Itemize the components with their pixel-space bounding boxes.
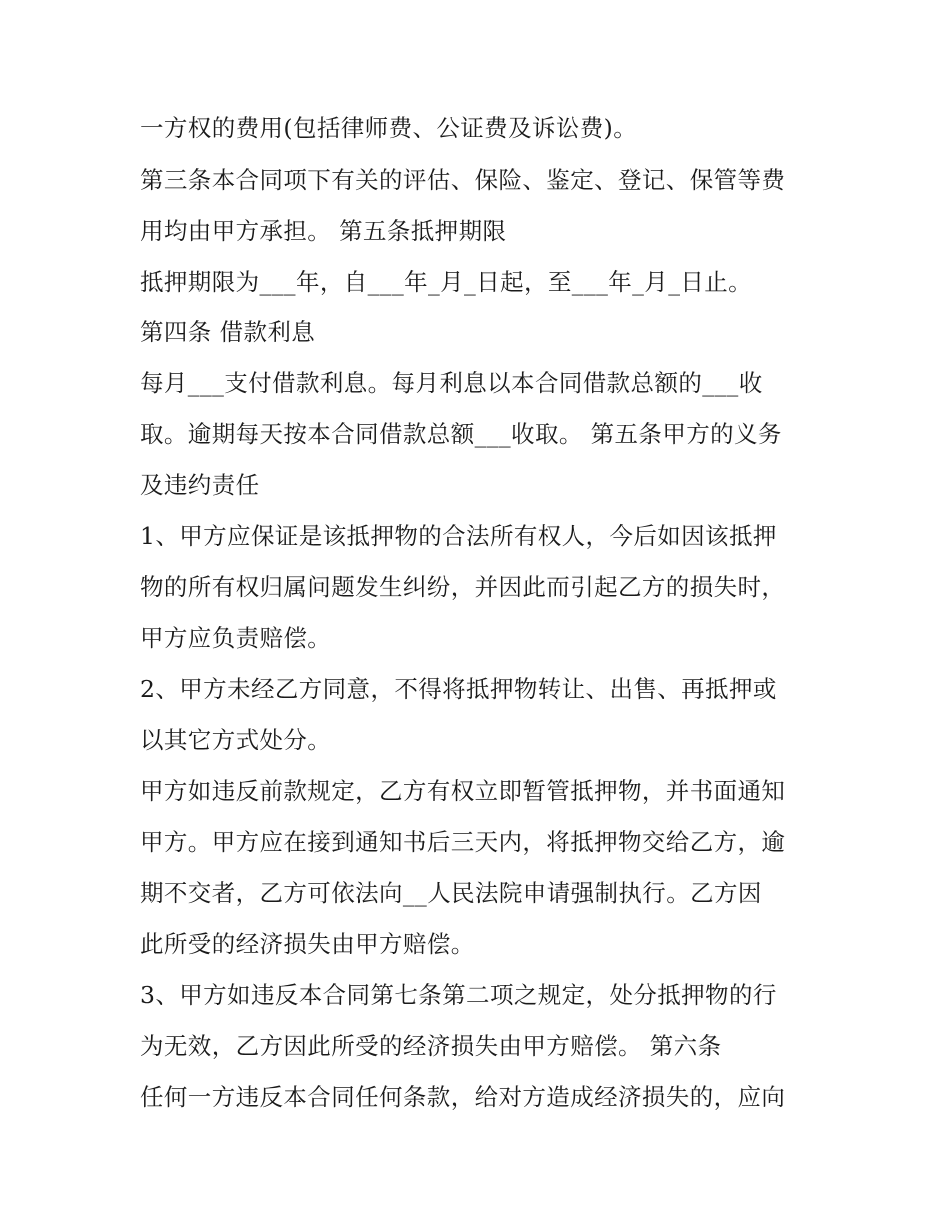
text-line: 抵押期限为___年，自___年_月_日起，至___年_月_日止。 xyxy=(140,268,753,296)
text-line: 以其它方式处分。 xyxy=(140,726,332,754)
text-line: 2、甲方未经乙方同意，不得将抵押物转让、出售、再抵押或 xyxy=(140,675,777,703)
text-line: 一方权的费用(包括律师费、公证费及诉讼费)。 xyxy=(140,114,638,142)
text-line: 用均由甲方承担。 第五条抵押期限 xyxy=(140,217,507,245)
text-line: 3、甲方如违反本合同第七条第二项之规定，处分抵押物的行 xyxy=(140,981,777,1009)
text-line: 取。逾期每天按本合同借款总额___收取。 第五条甲方的义务 xyxy=(140,420,782,448)
section-heading: 第四条 借款利息 xyxy=(140,318,316,346)
text-line: 第三条本合同项下有关的评估、保险、鉴定、登记、保管等费 xyxy=(140,166,786,194)
text-line: 期不交者，乙方可依法向__人民法院申请强制执行。乙方因 xyxy=(140,879,762,907)
text-line: 物的所有权归属问题发生纠纷，并因此而引起乙方的损失时， xyxy=(140,573,786,601)
text-line: 每月___支付借款利息。每月利息以本合同借款总额的___收 xyxy=(140,369,763,397)
text-line: 此所受的经济损失由甲方赔偿。 xyxy=(140,930,475,958)
text-line: 1、甲方应保证是该抵押物的合法所有权人，今后如因该抵押 xyxy=(140,522,777,550)
text-line: 甲方如违反前款规定，乙方有权立即暂管抵押物，并书面通知 xyxy=(140,777,786,805)
text-line: 为无效，乙方因此所受的经济损失由甲方赔偿。 第六条 xyxy=(140,1032,722,1060)
text-line: 甲方。甲方应在接到通知书后三天内，将抵押物交给乙方，逾 xyxy=(140,828,786,856)
text-line: 甲方应负责赔偿。 xyxy=(140,624,332,652)
text-line: 及违约责任 xyxy=(140,471,260,499)
text-line: 任何一方违反本合同任何条款，给对方造成经济损失的，应向 xyxy=(140,1083,786,1111)
